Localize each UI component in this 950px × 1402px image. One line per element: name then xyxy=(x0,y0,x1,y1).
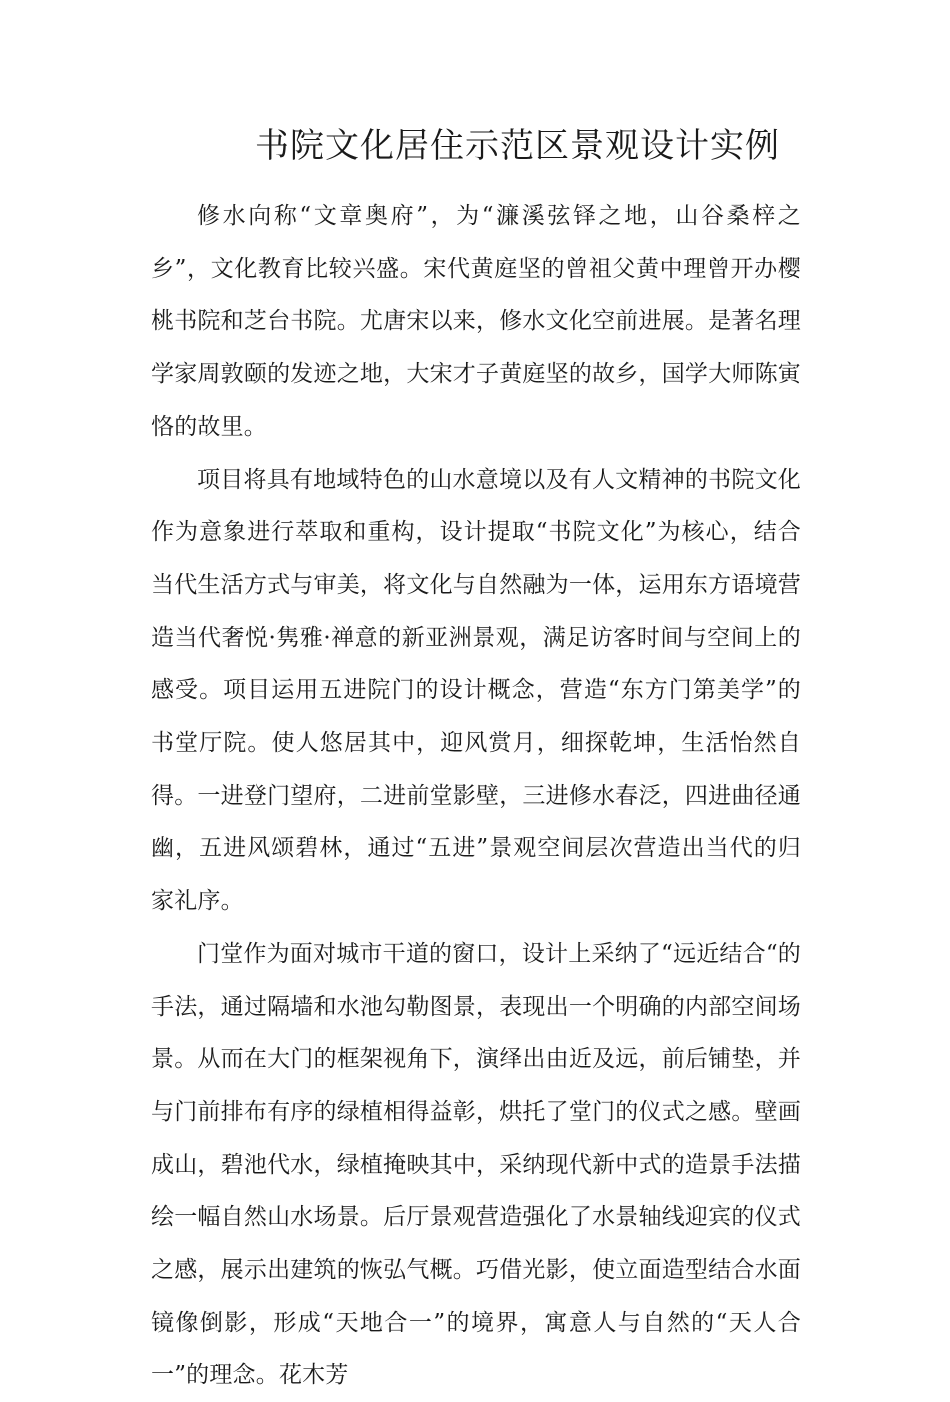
paragraph-3: 门堂作为面对城市干道的窗口，设计上采纳了“远近结合“的手法，通过隔墙和水池勾勒图景，表现出一个明确的内部空间场景。从而在大门的框架视角下，演绎出由近及远，前后铺垫，并与门前排布有序的绿植相得益彰，烘托了堂门的仪式之感。壁画成山，碧池代水，绿植掩映其中，采纳现代新中式的造景手法描绘一幅自然山水场景。后厅景观营造强化了水景轴线迎宾的仪式之感，展示出建筑的恢弘气概。巧借光影，使立面造型结合水面镜像倒影，形成“天地合一”的境界，寓意人与自然的“天人合一”的理念。花木芳 xyxy=(151,940,801,1389)
document-title: 书院文化居住示范区景观设计实例 xyxy=(255,126,780,166)
paragraph-1: 修水向称“文章奥府”，为“濂溪弦铎之地，山谷桑梓之乡”，文化教育比较兴盛。宋代黄庭坚的曾祖父黄中理曾开办樱桃书院和芝台书院。尤唐宋以来，修水文化空前进展。是著名理学家周敦颐的发迹之地，大宋才子黄庭坚的故乡，国学大师陈寅恪的故里。 xyxy=(151,203,801,440)
document-body xyxy=(151,190,801,1402)
paragraph-2: 项目将具有地域特色的山水意境以及有人文精神的书院文化作为意象进行萃取和重构，设计提取“书院文化”为核心，结合当代生活方式与审美，将文化与自然融为一体，运用东方语境营造当代奢悦·隽雅·禅意的新亚洲景观，满足访客时间与空间上的感受。项目运用五进院门的设计概念，营造“东方门第美学”的书堂厅院。使人悠居其中，迎风赏月，细探乾坤，生活怡然自得。一进登门望府，二进前堂影壁，三进修水春泛，四进曲径通幽，五进风颂碧林，通过“五进”景观空间层次营造出当代的归家礼序。 xyxy=(151,466,801,915)
